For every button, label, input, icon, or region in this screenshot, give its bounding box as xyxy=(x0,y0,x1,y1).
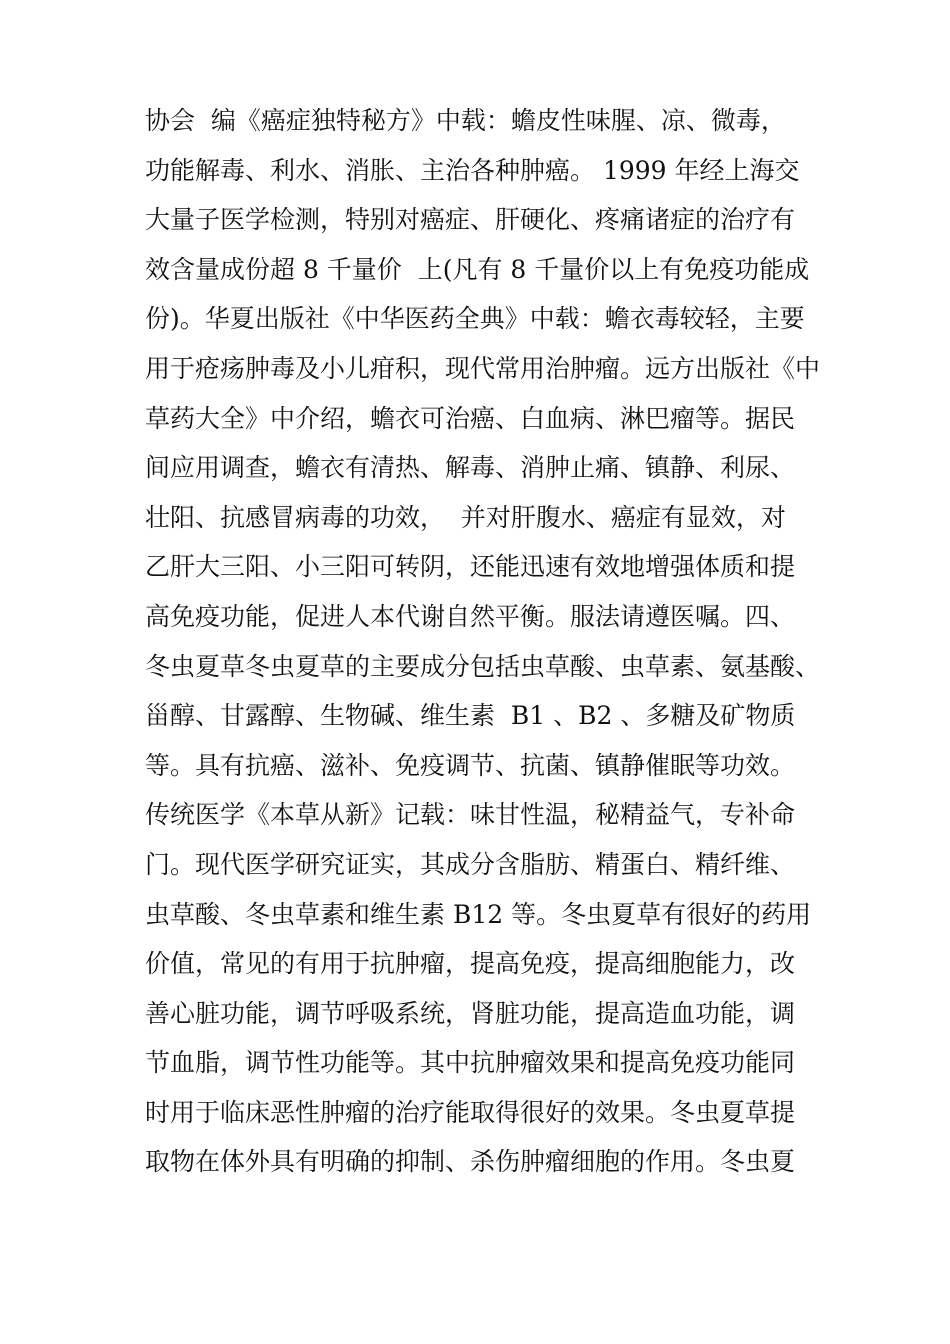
text-line: 节血脂，调节性功能等。其中抗肿瘤效果和提高免疫功能同 xyxy=(145,1048,796,1078)
text-line: 时用于临床恶性肿瘤的治疗能取得很好的效果。冬虫夏草提 xyxy=(145,1097,796,1127)
text-line: 效含量成份超 8 千量价 上(凡有 8 千量价以上有免疫功能成 xyxy=(145,254,810,284)
text-line: 功能解毒、利水、消胀、主治各种肿癌。 1999 年经上海交 xyxy=(145,155,800,185)
text-line: 传统医学《本草从新》记载：味甘性温，秘精益气，专补命 xyxy=(145,800,796,830)
text-line: 门。现代医学研究证实，其成分含脂肪、精蛋白、精纤维、 xyxy=(145,849,796,879)
text-line: 价值，常见的有用于抗肿瘤，提高免疫，提高细胞能力，改 xyxy=(145,949,796,979)
text-line: 善心脏功能，调节呼吸系统，肾脏功能，提高造血功能，调 xyxy=(145,998,796,1028)
text-line: 乙肝大三阳、小三阳可转阴，还能迅速有效地增强体质和提 xyxy=(145,552,796,582)
text-line: 虫草酸、冬虫草素和维生素 B12 等。冬虫夏草有很好的药用 xyxy=(145,899,812,929)
text-line: 用于疮疡肿毒及小儿疳积，现代常用治肿瘤。远方出版社《中 xyxy=(145,353,821,383)
text-line: 间应用调查，蟾衣有清热、解毒、消肿止痛、镇静、利尿、 xyxy=(145,453,796,483)
text-line: 大量子医学检测，特别对癌症、肝硬化、疼痛诸症的治疗有 xyxy=(145,205,796,235)
text-line: 等。具有抗癌、滋补、免疫调节、抗菌、镇静催眠等功效。 xyxy=(145,750,796,780)
text-line: 甾醇、甘露醇、生物碱、维生素 B1 、B2 、多糖及矿物质 xyxy=(145,701,796,731)
text-line: 协会 编《癌症独特秘方》中载：蟾皮性味腥、凉、微毒， xyxy=(145,106,786,135)
body-text xyxy=(145,96,825,1187)
text-line: 取物在体外具有明确的抑制、杀伤肿瘤细胞的作用。冬虫夏 xyxy=(145,1147,796,1177)
text-line: 草药大全》中介绍，蟾衣可治癌、白血病、淋巴瘤等。据民 xyxy=(145,403,796,433)
text-line: 高免疫功能，促进人本代谢自然平衡。服法请遵医嘱。四、 xyxy=(145,601,796,631)
text-line: 冬虫夏草冬虫夏草的主要成分包括虫草酸、虫草素、氨基酸、 xyxy=(145,651,821,681)
text-line: 壮阳、抗感冒病毒的功效， 并对肝腹水、癌症有显效，对 xyxy=(145,502,786,532)
text-line: 份)。华夏出版社《中华医药全典》中载：蟾衣毒较轻，主要 xyxy=(145,304,805,334)
